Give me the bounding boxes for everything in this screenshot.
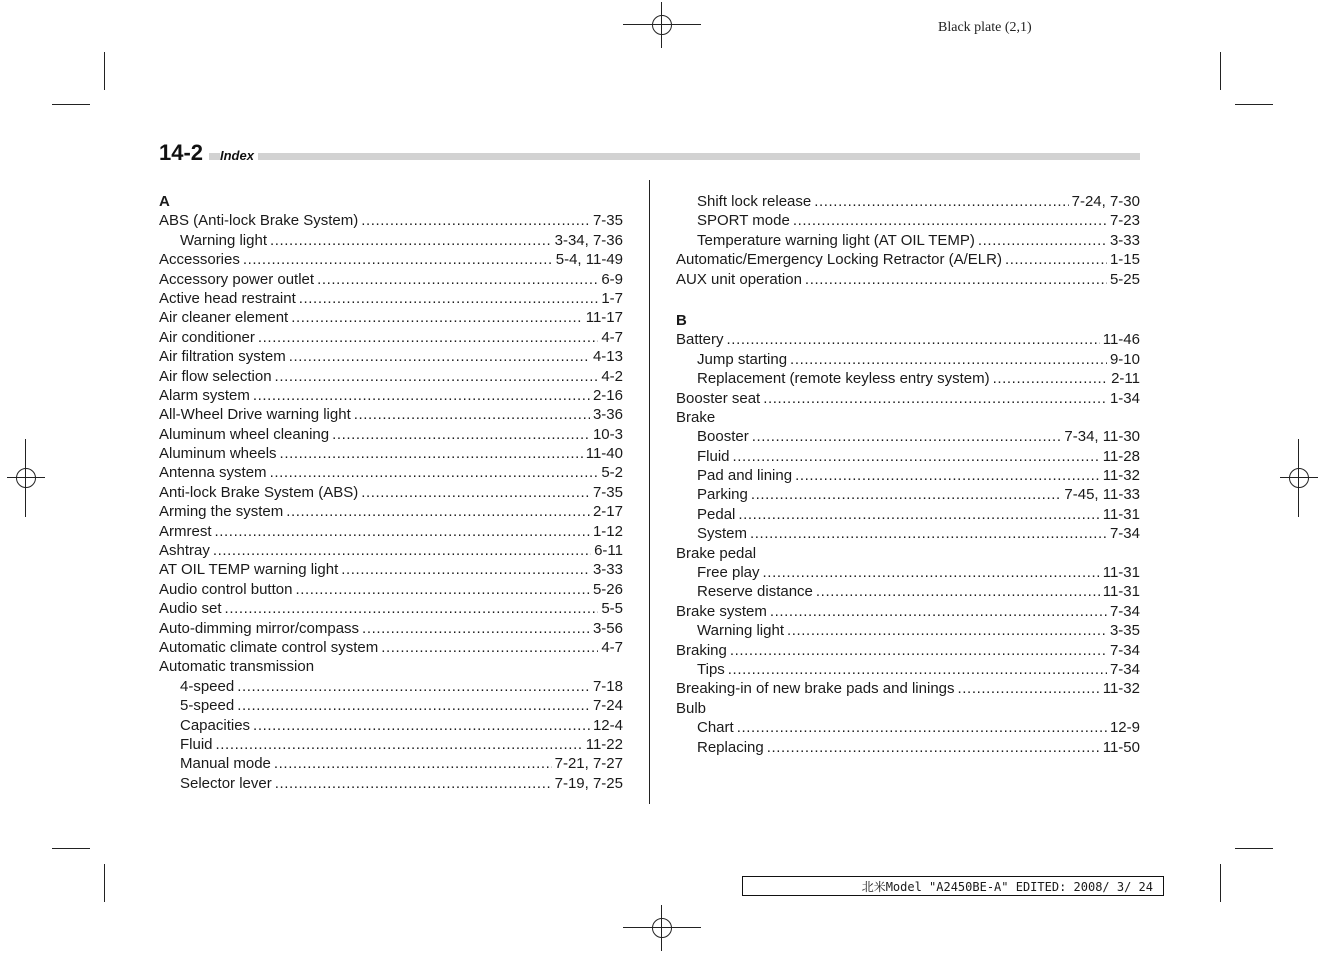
dot-leader — [763, 389, 1107, 408]
index-page-ref: 7-19, 7-25 — [554, 774, 623, 792]
index-term: Air cleaner element — [159, 309, 289, 327]
dot-leader — [993, 369, 1108, 388]
index-term: All-Wheel Drive warning light — [159, 406, 351, 424]
index-term: AT OIL TEMP warning light — [159, 561, 339, 579]
index-term: System — [697, 525, 748, 543]
index-entry — [159, 483, 623, 502]
index-page-ref: 7-18 — [592, 677, 623, 695]
index-page-ref: 11-22 — [585, 735, 623, 753]
index-page-ref: 7-24, 7-30 — [1071, 193, 1140, 210]
index-page-ref: 7-34 — [1109, 660, 1140, 678]
index-subentry — [676, 427, 1140, 446]
index-term: Braking — [676, 641, 727, 659]
index-subentry — [159, 716, 623, 735]
index-term: Free play — [697, 564, 760, 582]
index-column-right — [676, 192, 1140, 757]
index-term: Pad and lining — [697, 467, 793, 485]
index-term: Booster — [697, 428, 749, 446]
index-page-ref: 2-16 — [592, 386, 623, 404]
index-term: Ashtray — [159, 542, 210, 560]
index-page-ref: 6-9 — [601, 270, 623, 288]
index-term: Automatic climate control system — [159, 638, 379, 656]
dot-leader — [752, 427, 1062, 446]
index-page-ref: 3-33 — [592, 561, 623, 579]
index-page-ref: 4-2 — [601, 367, 623, 385]
index-subentry — [159, 754, 623, 773]
dot-leader — [733, 447, 1100, 466]
index-term: Battery — [676, 331, 724, 349]
index-page-ref: 1-12 — [592, 522, 623, 540]
dot-leader — [274, 754, 552, 773]
index-column-left — [159, 192, 623, 793]
dot-leader — [795, 466, 1100, 485]
registration-mark-bottom-circle — [652, 918, 672, 938]
index-page-ref: 2-11 — [1111, 370, 1140, 388]
index-entry — [159, 444, 623, 463]
index-subentry — [676, 505, 1140, 524]
index-entry — [676, 544, 1140, 563]
dot-leader — [216, 735, 583, 754]
index-entry — [159, 619, 623, 638]
dot-leader — [362, 619, 590, 638]
index-term: ABS (Anti-lock Brake System) — [159, 212, 359, 230]
index-term: Brake system — [676, 602, 767, 620]
dot-leader — [790, 350, 1107, 369]
dot-leader — [299, 289, 599, 308]
index-letter-heading: A — [159, 193, 170, 210]
registration-mark-left — [7, 459, 45, 497]
index-entry — [159, 367, 623, 386]
dot-leader — [750, 524, 1107, 543]
dot-leader — [805, 270, 1107, 289]
index-term: SPORT mode — [697, 212, 790, 230]
dot-leader — [270, 231, 552, 250]
dot-leader — [213, 541, 591, 560]
index-entry — [676, 250, 1140, 269]
dot-leader — [243, 250, 553, 269]
index-subentry — [676, 231, 1140, 250]
index-page-ref: 11-46 — [1102, 331, 1140, 349]
index-term: Fluid — [180, 735, 213, 753]
dot-leader — [258, 328, 598, 347]
index-subentry — [676, 563, 1140, 582]
index-term: Brake pedal — [676, 544, 757, 562]
index-page-ref: 2-17 — [592, 503, 623, 521]
index-subentry — [676, 350, 1140, 369]
index-term: Fluid — [697, 447, 730, 465]
index-term: Selector lever — [180, 774, 272, 792]
dot-leader — [295, 580, 590, 599]
dot-leader — [225, 599, 599, 618]
index-entry — [159, 308, 623, 327]
index-page-ref: 11-31 — [1102, 583, 1140, 601]
index-page-ref: 5-25 — [1109, 270, 1140, 288]
index-page-ref: 3-35 — [1109, 622, 1140, 640]
index-page-ref: 7-34 — [1109, 602, 1140, 620]
index-entry — [159, 425, 623, 444]
index-entry — [676, 270, 1140, 289]
index-page-ref: 4-7 — [601, 638, 623, 656]
index-entry — [676, 679, 1140, 698]
index-subentry — [676, 192, 1140, 211]
index-page-ref: 11-32 — [1102, 680, 1140, 698]
index-term: Jump starting — [697, 350, 788, 368]
dot-leader — [767, 738, 1100, 757]
index-subentry — [676, 485, 1140, 504]
dot-leader — [728, 660, 1107, 679]
page-number: 14-2 — [159, 140, 209, 166]
index-term: Brake — [676, 408, 716, 426]
dot-leader — [727, 330, 1100, 349]
dot-leader — [1005, 250, 1107, 269]
footer-edit-stamp: 北米Model "A2450BE-A" EDITED: 2008/ 3/ 24 — [742, 876, 1164, 896]
index-page-ref: 11-28 — [1102, 447, 1140, 465]
index-term: Arming the system — [159, 503, 284, 521]
index-subentry — [676, 466, 1140, 485]
index-term: Warning light — [697, 622, 784, 640]
index-entry — [676, 699, 1140, 718]
index-page-ref: 3-34, 7-36 — [554, 231, 623, 249]
index-term: Automatic/Emergency Locking Retractor (A/ELR) — [676, 251, 1002, 269]
column-divider — [649, 180, 650, 804]
dot-leader — [361, 483, 590, 502]
index-term: Reserve distance — [697, 583, 813, 601]
index-page-ref: 7-35 — [592, 483, 623, 501]
index-term: Replacing — [697, 738, 764, 756]
index-entry — [159, 347, 623, 366]
index-page-ref: 7-21, 7-27 — [554, 755, 623, 773]
index-term: AUX unit operation — [676, 270, 802, 288]
index-subentry — [159, 735, 623, 754]
registration-mark-right — [1280, 459, 1318, 497]
index-entry — [159, 405, 623, 424]
dot-leader — [237, 696, 590, 715]
index-page-ref: 6-11 — [594, 542, 623, 560]
index-term: Accessories — [159, 251, 240, 269]
dot-leader — [737, 718, 1107, 737]
dot-leader — [291, 308, 583, 327]
index-page-ref: 5-2 — [601, 464, 623, 482]
crop-mark-bottom-right-vertical — [1220, 864, 1221, 902]
index-subentry — [676, 369, 1140, 388]
index-entry — [159, 386, 623, 405]
index-entry — [159, 657, 623, 676]
index-page-ref: 7-34 — [1109, 641, 1140, 659]
registration-mark-top — [643, 6, 681, 44]
dot-leader — [275, 367, 599, 386]
index-page-ref: 7-23 — [1109, 212, 1140, 230]
dot-leader — [751, 485, 1062, 504]
index-term: Parking — [697, 486, 748, 504]
dot-leader — [332, 425, 590, 444]
index-subentry — [159, 696, 623, 715]
dot-leader — [763, 563, 1100, 582]
index-page-ref: 7-34, 11-30 — [1064, 428, 1140, 446]
index-term: Antenna system — [159, 464, 267, 482]
section-title: Index — [220, 148, 258, 164]
dot-leader — [275, 774, 552, 793]
index-entry — [159, 541, 623, 560]
index-term: Active head restraint — [159, 289, 296, 307]
dot-leader — [237, 677, 590, 696]
index-term: Anti-lock Brake System (ABS) — [159, 483, 359, 501]
header-bar — [159, 153, 1140, 160]
index-entry — [676, 389, 1140, 408]
index-term: Pedal — [697, 505, 736, 523]
dot-leader — [270, 463, 599, 482]
index-entry — [159, 638, 623, 657]
index-term: Chart — [697, 719, 734, 737]
index-subentry — [676, 660, 1140, 679]
dot-leader — [958, 679, 1100, 698]
dot-leader — [289, 347, 590, 366]
index-page-ref: 4-7 — [601, 328, 623, 346]
crop-mark-top-left-vertical — [104, 52, 105, 90]
index-term: Auto-dimming mirror/compass — [159, 619, 360, 637]
crop-mark-top-left-horizontal — [52, 104, 90, 105]
index-page-ref: 7-34 — [1109, 525, 1140, 543]
dot-leader — [215, 522, 590, 541]
dot-leader — [280, 444, 583, 463]
index-page-ref: 3-56 — [592, 619, 623, 637]
index-subentry — [676, 447, 1140, 466]
index-subentry — [676, 582, 1140, 601]
crop-mark-bottom-right-horizontal — [1235, 848, 1273, 849]
index-term: Booster seat — [676, 389, 761, 407]
index-entry — [159, 328, 623, 347]
index-term: Accessory power outlet — [159, 270, 315, 288]
index-term: Air conditioner — [159, 328, 255, 346]
dot-leader — [317, 270, 598, 289]
index-page-ref: 1-15 — [1109, 251, 1140, 269]
index-subentry — [676, 524, 1140, 543]
index-term: Air filtration system — [159, 348, 286, 366]
dot-leader — [738, 505, 1099, 524]
index-page-ref: 11-32 — [1102, 467, 1140, 485]
index-page-ref: 12-9 — [1109, 719, 1140, 737]
index-subentry — [676, 738, 1140, 757]
index-page-ref: 5-4, 11-49 — [555, 251, 623, 269]
index-entry — [159, 211, 623, 230]
index-page-ref: 11-50 — [1102, 738, 1140, 756]
index-page-ref: 3-33 — [1109, 231, 1140, 249]
index-term: Audio control button — [159, 580, 293, 598]
index-term: Automatic transmission — [159, 658, 315, 676]
index-term: Aluminum wheel cleaning — [159, 425, 330, 443]
dot-leader — [341, 560, 590, 579]
index-entry — [676, 330, 1140, 349]
dot-leader — [253, 716, 590, 735]
dot-leader — [814, 192, 1068, 211]
index-term: 5-speed — [180, 697, 235, 715]
crop-mark-bottom-left-horizontal — [52, 848, 90, 849]
index-page-ref: 12-4 — [592, 716, 623, 734]
index-entry — [159, 463, 623, 482]
index-subentry — [159, 231, 623, 250]
index-subentry — [159, 677, 623, 696]
index-page-ref: 11-31 — [1102, 505, 1140, 523]
index-term: Replacement (remote keyless entry system) — [697, 370, 990, 388]
dot-leader — [816, 582, 1100, 601]
registration-mark-left-circle — [16, 468, 36, 488]
index-entry — [159, 270, 623, 289]
index-page-ref: 10-3 — [592, 425, 623, 443]
index-entry — [159, 580, 623, 599]
index-subentry — [676, 621, 1140, 640]
index-page-ref: 4-13 — [592, 348, 623, 366]
index-term: Breaking-in of new brake pads and linings — [676, 680, 955, 698]
crop-mark-bottom-left-vertical — [104, 864, 105, 902]
dot-leader — [354, 405, 590, 424]
index-term: 4-speed — [180, 677, 235, 695]
index-term: Warning light — [180, 231, 267, 249]
dot-leader — [361, 211, 590, 230]
index-term: Audio set — [159, 600, 222, 618]
index-entry — [159, 560, 623, 579]
index-letter-heading: B — [676, 311, 687, 329]
index-term: Capacities — [180, 716, 251, 734]
section-gap — [676, 289, 1140, 311]
index-entry — [159, 250, 623, 269]
registration-mark-right-circle — [1289, 468, 1309, 488]
index-term: Armrest — [159, 522, 212, 540]
dot-leader — [770, 602, 1107, 621]
dot-leader — [730, 641, 1107, 660]
index-page-ref: 9-10 — [1109, 350, 1140, 368]
index-page-ref: 7-35 — [592, 212, 623, 230]
index-term: Bulb — [676, 699, 707, 717]
index-entry — [676, 602, 1140, 621]
crop-mark-top-right-vertical — [1220, 52, 1221, 90]
index-entry — [159, 522, 623, 541]
index-page-ref: 7-45, 11-33 — [1064, 486, 1140, 504]
index-page-ref: 3-36 — [592, 406, 623, 424]
index-page-ref: 1-34 — [1109, 389, 1140, 407]
index-term: Manual mode — [180, 755, 271, 773]
index-page-ref: 5-5 — [601, 600, 623, 618]
index-term: Alarm system — [159, 386, 250, 404]
index-entry — [676, 641, 1140, 660]
index-page-ref: 11-17 — [585, 309, 623, 327]
dot-leader — [787, 621, 1107, 640]
index-entry — [159, 289, 623, 308]
index-entry — [676, 408, 1140, 427]
index-page-ref: 7-24 — [592, 697, 623, 715]
index-subentry — [159, 774, 623, 793]
index-term: Shift lock release — [697, 193, 812, 210]
crop-mark-top-right-horizontal — [1235, 104, 1273, 105]
registration-mark-top-circle — [652, 15, 672, 35]
index-page-ref: 5-26 — [592, 580, 623, 598]
plate-label: Black plate (2,1) — [938, 20, 1032, 35]
dot-leader — [253, 386, 590, 405]
index-term: Aluminum wheels — [159, 445, 277, 463]
page-header — [159, 140, 1140, 164]
registration-mark-bottom — [643, 909, 681, 947]
dot-leader — [978, 231, 1107, 250]
index-term: Temperature warning light (AT OIL TEMP) — [697, 231, 975, 249]
dot-leader — [793, 211, 1107, 230]
index-subentry — [676, 718, 1140, 737]
index-term: Air flow selection — [159, 367, 272, 385]
dot-leader — [381, 638, 598, 657]
index-entry — [159, 502, 623, 521]
index-term: Tips — [697, 660, 725, 678]
index-page-ref: 11-40 — [585, 445, 623, 463]
index-page-ref: 1-7 — [601, 289, 623, 307]
dot-leader — [286, 502, 590, 521]
index-subentry — [676, 211, 1140, 230]
index-page-ref: 11-31 — [1102, 564, 1140, 582]
index-entry — [159, 599, 623, 618]
